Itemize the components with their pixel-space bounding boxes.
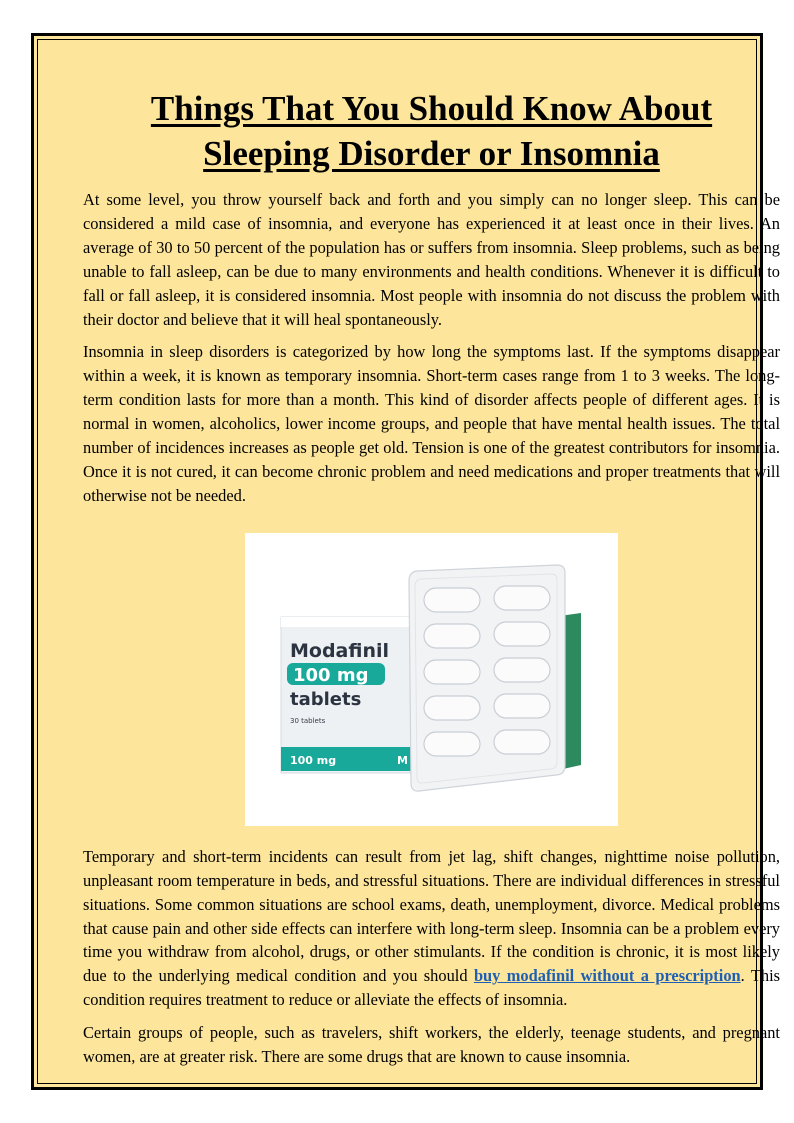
document-page: [31, 33, 780, 1090]
pill: [494, 694, 550, 718]
pill: [424, 696, 480, 720]
paragraph-2: Insomnia in sleep disorders is categorized by how long the symptoms last. If the symptoms disappear within a week, it is known as temporary insomnia. Short-term cases range from 1 to 3 weeks. The long-term condition lasts for more than a month. This kind of disorder affects people of different ages. It is normal in women, alcoholics, lower income groups, and people that have mental health issues. The total number of incidences increases as people get old. Tension is one of the greatest contributors for insomnia. Once it is not cured, it can become chronic problem and need medications and proper treatments that will otherwise not be needed.: [83, 342, 780, 505]
paragraph-3-text-before: Temporary and short-term incidents can result from jet lag, shift changes, nighttime noise pollution, unpleasant room temperature in beds, and stressful situations. There are individual differences in stressful situations. Some common situations are school exams, death, unemployment, divorce. Medical problems that cause pain and other side effects can interfere with long-term sleep. Insomnia can be a problem every time you withdraw from alcohol, drugs, or other stimulants. If the condition is chronic, it is most likely due to the underlying medical condition and you should: [83, 846, 780, 986]
footer-letter-text: M: [397, 753, 408, 767]
pill: [424, 732, 480, 756]
blister-pack: [409, 565, 565, 791]
pill: [494, 730, 550, 754]
title-line-2: Sleeping Disorder or Insomnia: [203, 134, 660, 173]
pill: [494, 586, 550, 610]
modafinil-product-image: [245, 533, 618, 826]
tablets-text: tablets: [290, 688, 362, 710]
dose-badge-text: 100 mg: [293, 664, 369, 686]
pill: [424, 624, 480, 648]
paragraph-3: [83, 845, 780, 1012]
pill: [494, 658, 550, 682]
modafinil-illustration: [245, 533, 618, 826]
brand-name-text: Modafinil: [290, 639, 390, 662]
footer-dose-text: 100 mg: [290, 753, 337, 767]
paragraph-4: Certain groups of people, such as travelers, shift workers, the elderly, teenage students, and pregnant women, are at greater risk. There are some drugs that are known to cause insomnia.: [83, 1023, 780, 1067]
buy-modafinil-link[interactable]: buy modafinil without a prescription: [473, 966, 741, 986]
pill: [424, 660, 480, 684]
title-line-1: Things That You Should Know About: [150, 89, 713, 128]
paragraph-1: At some level, you throw yourself back and forth and you simply can no longer sleep. This can be considered a mild case of insomnia, and everyone has experienced it at least once in their lives. An average of 30 to 50 percent of the population has or suffers from insomnia. Sleep problems, such as being unable to fall asleep, can be due to many environments and health conditions. Whenever it is difficult to fall or fall asleep, it is considered insomnia. Most people with insomnia do not discuss the problem with their doctor and believe that it will heal spontaneously.: [83, 190, 780, 329]
pill: [424, 588, 480, 612]
paragraph-3-text-after: . This condition requires treatment to reduce or alleviate the effects of insomnia.: [83, 966, 780, 1010]
page-title: [83, 86, 780, 176]
document-content: [83, 86, 780, 1069]
pill: [494, 622, 550, 646]
count-text: 30 tablets: [290, 716, 326, 725]
